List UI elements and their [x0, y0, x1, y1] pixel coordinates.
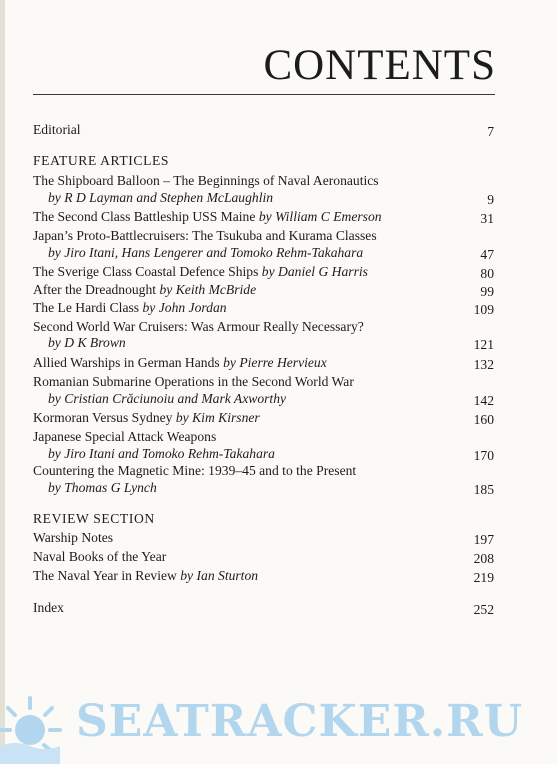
page-title: CONTENTS: [263, 42, 496, 89]
author: D K Brown: [64, 335, 126, 350]
section-heading-features: FEATURE ARTICLES: [33, 153, 170, 168]
page-number: 9: [487, 192, 494, 207]
review-entry: [33, 529, 113, 546]
article-title: Kormoran Versus Sydney: [33, 410, 173, 425]
article-title: Allied Warships in German Hands: [33, 355, 220, 370]
entry-title: Editorial: [33, 122, 81, 137]
article-title: Romanian Submarine Operations in the Second World War: [33, 374, 354, 389]
author: Keith McBride: [175, 282, 257, 297]
page-number: 208: [473, 551, 494, 566]
article-entry: The Second Class Battleship USS Maine by William C Emerson: [33, 209, 382, 224]
article-title: The Shipboard Balloon – The Beginnings of Naval Aeronautics: [33, 173, 379, 188]
page-number: 219: [473, 570, 494, 585]
review-title: The Naval Year in Review: [33, 568, 177, 583]
article-entry: Kormoran Versus Sydney by Kim Kirsner: [33, 410, 260, 425]
page-number: 185: [473, 482, 494, 497]
article-byline: by D K Brown: [48, 335, 126, 350]
article-title: The Le Hardi Class: [33, 300, 140, 315]
review-title: Warship Notes: [33, 530, 114, 545]
article-byline: by Thomas G Lynch: [48, 480, 157, 495]
article-title: Second World War Cruisers: Was Armour Really Necessary?: [33, 319, 364, 334]
section-heading-review: REVIEW SECTION: [33, 511, 155, 526]
page-number: 99: [480, 284, 494, 299]
title-rule: [33, 94, 495, 95]
page-number: 80: [480, 266, 494, 281]
article-byline: by Jiro Itani and Tomoko Rehm-Takahara: [48, 446, 275, 461]
editorial-entry: [33, 121, 81, 138]
page-number: 109: [473, 302, 494, 317]
article-entry: Allied Warships in German Hands by Pierre Hervieux: [33, 355, 327, 370]
author: Thomas G Lynch: [64, 480, 157, 495]
page-number: 142: [473, 393, 494, 408]
article-title: The Second Class Battleship USS Maine: [33, 209, 256, 224]
page-number: 31: [480, 211, 494, 226]
article-title: Japanese Special Attack Weapons: [33, 429, 217, 444]
page-number: 197: [473, 532, 494, 547]
author: William C Emerson: [275, 209, 382, 224]
article-byline: by Cristian Crăciunoiu and Mark Axworthy: [48, 391, 287, 406]
author: John Jordan: [158, 300, 227, 315]
article-byline: by R D Layman and Stephen McLaughlin: [48, 190, 274, 205]
page-number: 121: [473, 337, 494, 352]
article-entry: The Le Hardi Class by John Jordan: [33, 300, 227, 315]
index-title: Index: [33, 600, 64, 615]
page-number: 170: [473, 448, 494, 463]
article-title: The Sverige Class Coastal Defence Ships: [33, 264, 259, 279]
article-entry: After the Dreadnought by Keith McBride: [33, 282, 257, 297]
review-title: Naval Books of the Year: [33, 549, 167, 564]
page-number: 7: [487, 124, 494, 139]
author: Kim Kirsner: [192, 410, 260, 425]
page-number: 160: [473, 412, 494, 427]
author: Cristian Crăciunoiu and Mark Axworthy: [64, 391, 287, 406]
author: Jiro Itani, Hans Lengerer and Tomoko Rehm-Takahara: [64, 245, 364, 260]
review-entry: [33, 548, 166, 565]
author: Pierre Hervieux: [239, 355, 327, 370]
author: Daniel G Harris: [278, 264, 368, 279]
article-title: After the Dreadnought: [33, 282, 157, 297]
watermark-text: SEATRACKER.RU: [76, 696, 524, 747]
author: Ian Sturton: [196, 568, 259, 583]
article-byline: by Jiro Itani, Hans Lengerer and Tomoko Rehm-Takahara: [48, 245, 364, 260]
article-entry: The Sverige Class Coastal Defence Ships by Daniel G Harris: [33, 264, 368, 279]
page-edge: [0, 0, 5, 764]
page-number: 47: [480, 247, 494, 262]
page-number: 252: [473, 602, 494, 617]
index-entry: [33, 599, 64, 616]
article-title: Japan’s Proto-Battlecruisers: The Tsukuba and Kurama Classes: [33, 228, 377, 243]
sun-icon: [0, 698, 60, 764]
author: R D Layman and Stephen McLaughlin: [64, 190, 274, 205]
review-entry: The Naval Year in Review by Ian Sturton: [33, 568, 259, 583]
page-number: 132: [473, 357, 494, 372]
article-title: Countering the Magnetic Mine: 1939–45 and to the Present: [33, 463, 357, 478]
author: Jiro Itani and Tomoko Rehm-Takahara: [64, 446, 275, 461]
